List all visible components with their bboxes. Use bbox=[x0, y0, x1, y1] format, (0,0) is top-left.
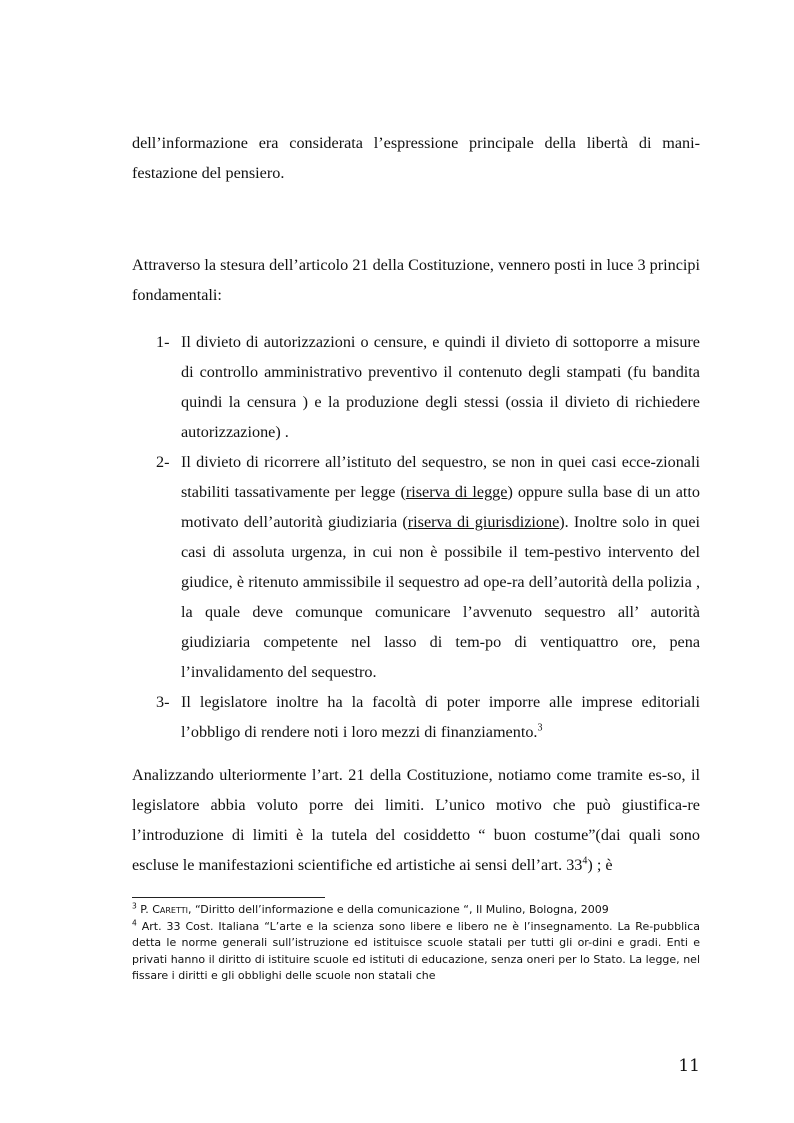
list-item-text: Il legislatore inoltre ha la facoltà di poter imporre alle imprese editoriali l’obbligo di rendere noti i loro mezzi di finanziamento. bbox=[181, 693, 700, 741]
footnote-text: , “Diritto dell’informazione e della comunicazione “, Il Mulino, Bologna, 2009 bbox=[187, 903, 609, 916]
footnote-text: Art. 33 Cost. Italiana “L’arte e la scienza sono libere e libero ne è l’insegnamento. La Re-pubblica detta le norme generali sull’istruzione ed istituisce scuole statali per tutti gli or-dini e gradi. Enti e privati hanno il diritto di istituire scuole ed istituti di educazione, senza oneri per lo Stato. La legge, nel fissare i diritti e gli obblighi delle scuole non statali che bbox=[132, 919, 700, 982]
list-item-number: 1- bbox=[156, 333, 170, 351]
footnote-3 bbox=[132, 902, 700, 919]
footnote-4 bbox=[132, 919, 700, 985]
paragraph-intro: dell’informazione era considerata l’espressione principale della libertà di mani-festazione del pensiero. bbox=[132, 134, 700, 182]
paragraph-text: ) ; è bbox=[587, 856, 613, 874]
list-item bbox=[132, 447, 700, 687]
underlined-term-riserva-di-giurisdizione: riserva di giurisdizione bbox=[407, 513, 560, 531]
paragraph-attraverso: Attraverso la stesura dell’articolo 21 della Costituzione, vennero posti in luce 3 principi fondamentali: bbox=[132, 256, 700, 304]
underlined-term-riserva-di-legge: riserva di legge bbox=[405, 483, 508, 501]
list-item bbox=[132, 687, 700, 747]
footnote-reference[interactable]: 4 bbox=[582, 855, 588, 867]
footnotes bbox=[132, 902, 700, 985]
list-item-text: Il divieto di autorizzazioni o censure, e quindi il divieto di sottoporre a misure di controllo amministrativo preventivo il contenuto degli stampati (fu bandita quindi la censura ) e la produzione degli stessi (ossia il divieto di richiedere autorizzazione) . bbox=[181, 333, 700, 441]
page-number: 11 bbox=[678, 1056, 700, 1076]
list-item-text: ) oppure sulla base di un atto motivato dell’autorità giudiziaria ( bbox=[181, 483, 701, 531]
footnote-reference[interactable]: 3 bbox=[537, 722, 543, 734]
footnote-marker: 4 bbox=[132, 917, 137, 927]
list-item-text: ). Inoltre solo in quei casi di assoluta urgenza, in cui non è possibile il tem-pestivo intervento del giudice, è ritenuto ammissibile il sequestro ad ope-ra dell’autorità della polizia , la quale deve comunque comunicare l’avvenuto sequestro all’ autorità giudiziaria competente nel lasso di tem-po di ventiquattro ore, pena l’invalidamento del sequestro. bbox=[181, 513, 700, 681]
list-item-text: Il divieto di ricorrere all’istituto del sequestro, se non in quei casi ecce-zionali stabiliti tassativamente per legge ( bbox=[181, 453, 700, 501]
paragraph-analizzando bbox=[132, 760, 700, 880]
list-item bbox=[132, 327, 700, 447]
principles-list bbox=[132, 327, 700, 747]
footnote-author: P. Caretti bbox=[140, 903, 188, 916]
list-item-number: 3- bbox=[156, 693, 170, 711]
footnote-separator bbox=[132, 897, 325, 898]
paragraph-text: Analizzando ulteriormente l’art. 21 della Costituzione, notiamo come tramite es-so, il legislatore abbia voluto porre dei limiti. L’unico motivo che può giustifica-re l’introduzione di limiti è la tutela del cosiddetto “ buon costume”(dai quali sono escluse le manifestazioni scientifiche ed artistiche ai sensi dell’art. 33 bbox=[132, 766, 700, 874]
footnote-marker: 3 bbox=[132, 901, 137, 911]
list-item-number: 2- bbox=[156, 453, 170, 471]
